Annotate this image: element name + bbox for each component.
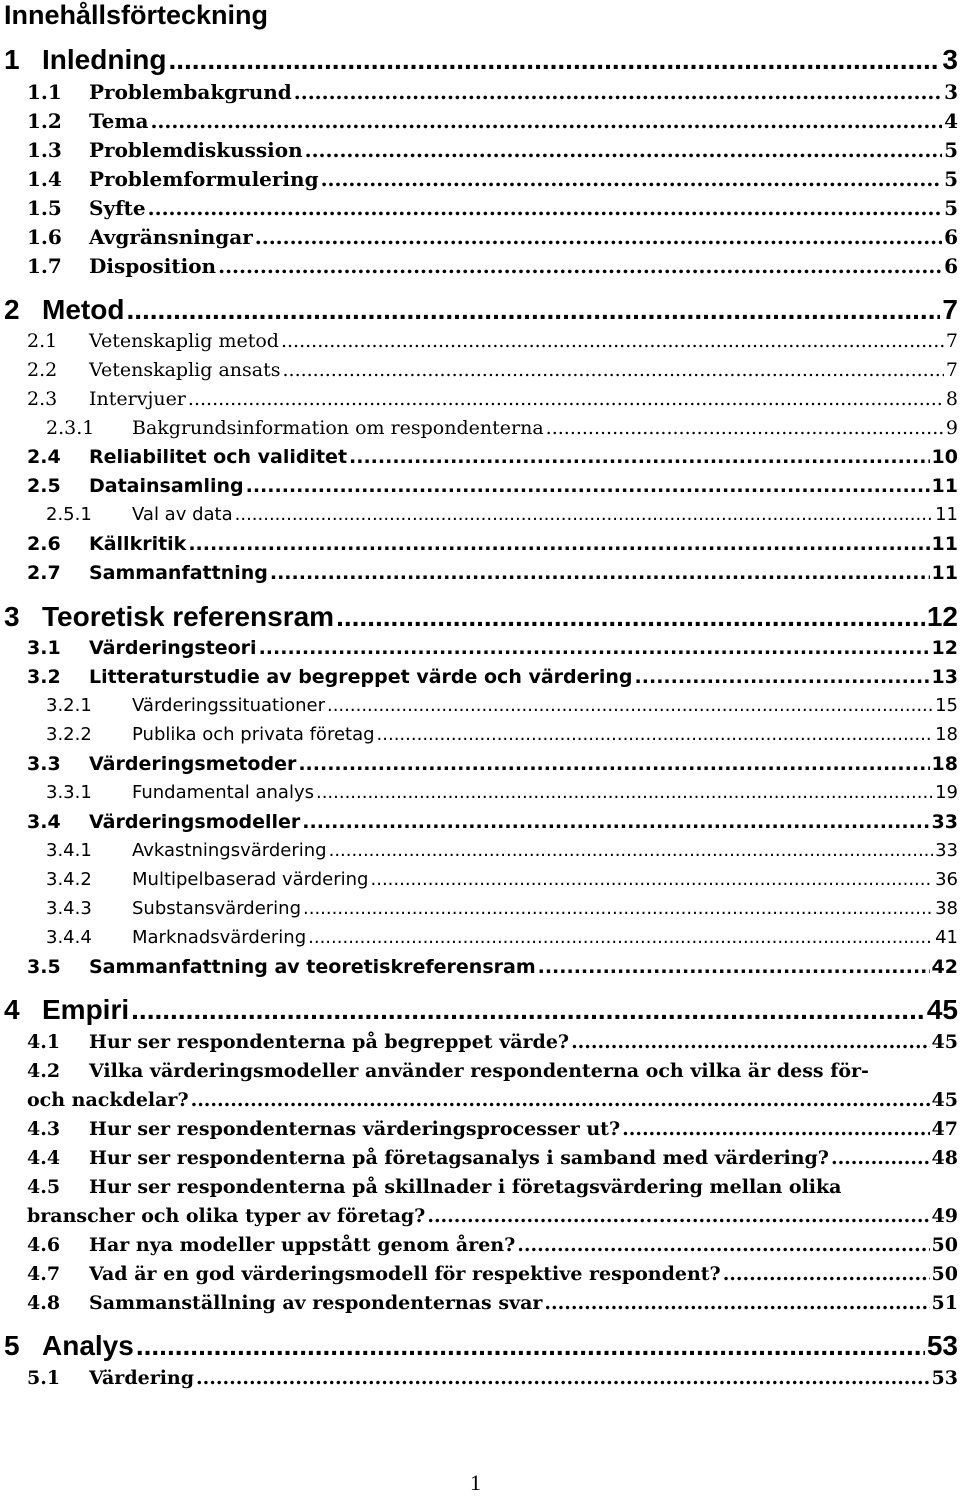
dot-leader (150, 109, 942, 133)
toc-entry-title: Empiri (42, 994, 130, 1025)
toc-entry-title: Reliabilitet och validitet (89, 446, 348, 468)
toc-entry-number: 2.5.1 (46, 504, 92, 525)
toc-entry-title: Substansvärdering (132, 898, 302, 919)
toc-entry-number: 2.2 (27, 359, 58, 381)
toc-entry-number: 5 (4, 1330, 20, 1361)
dot-leader (246, 475, 930, 497)
dot-leader (371, 869, 934, 890)
dot-leader (298, 753, 929, 775)
toc-entry-number: 3.4.3 (46, 898, 92, 919)
toc-entry-title: Har nya modeller uppstått genom åren? (89, 1234, 516, 1256)
toc-entry-3-5[interactable] (27, 956, 958, 978)
toc-entry-page: 45 (926, 994, 958, 1025)
toc-entry-title: Multipelbaserad värdering (132, 869, 369, 890)
dot-leader (427, 1205, 929, 1227)
toc-entry-3-3-1[interactable] (46, 782, 958, 803)
toc-entry-4-2-continuation[interactable] (27, 1089, 958, 1111)
toc-entry-page: 18 (931, 753, 958, 775)
toc-entry-title-continuation: och nackdelar? (27, 1089, 189, 1111)
toc-entry-title: Litteraturstudie av begreppet värde och värdering (89, 666, 633, 688)
toc-chapter-5[interactable] (4, 1330, 958, 1362)
toc-entry-page: 45 (931, 1089, 958, 1111)
toc-entry-page: 11 (935, 504, 958, 525)
page-number: 1 (470, 1470, 481, 1495)
toc-entry-title: Hur ser respondenterna på företagsanalys i samband med värdering? (89, 1147, 829, 1169)
toc-entry-title: Värdering (89, 1367, 195, 1389)
dot-leader (255, 225, 942, 249)
toc-chapter-3[interactable] (4, 601, 958, 633)
toc-entry-title: Värderingsmodeller (89, 811, 301, 833)
toc-entry-title: Teoretisk referensram (42, 601, 335, 632)
toc-entry-1-5[interactable] (27, 196, 958, 220)
dot-leader (281, 330, 944, 352)
toc-entry-title: Publika och privata företag (132, 724, 375, 745)
dot-leader (544, 1292, 929, 1314)
toc-heading: Innehållsförteckning (4, 0, 269, 30)
dot-leader (126, 294, 940, 326)
toc-entry-title: Källkritik (89, 533, 187, 555)
dot-leader (327, 695, 933, 716)
toc-entry-page: 8 (945, 388, 958, 410)
dot-leader (723, 1263, 930, 1285)
toc-entry-page: 47 (931, 1118, 958, 1140)
dot-leader (270, 562, 930, 584)
toc-entry-1-3[interactable] (27, 138, 958, 162)
toc-entry-page: 5 (944, 196, 958, 220)
toc-entry-page: 5 (944, 167, 958, 191)
toc-entry-page: 53 (926, 1330, 958, 1361)
toc-entry-page: 38 (935, 898, 958, 919)
toc-entry-4-5-continuation[interactable] (27, 1205, 958, 1227)
toc-entry-title: Syfte (89, 196, 146, 220)
dot-leader (336, 601, 925, 633)
toc-entry-title: Problemdiskussion (89, 138, 303, 162)
toc-entry-number: 4.7 (27, 1263, 61, 1285)
toc-entry-title: Vetenskaplig metod (89, 330, 279, 352)
toc-entry-title: Datainsamling (89, 475, 244, 497)
dot-leader (316, 782, 933, 803)
toc-entry-page: 42 (931, 956, 958, 978)
toc-entry-number: 2.5 (27, 475, 61, 497)
toc-entry-title: Värderingsteori (89, 637, 257, 659)
toc-entry-3-4-4[interactable] (46, 927, 958, 948)
toc-entry-number: 4.3 (27, 1118, 61, 1140)
toc-entry-number: 1.4 (27, 167, 62, 191)
toc-entry-4-1[interactable] (27, 1031, 958, 1053)
toc-entry-page: 4 (944, 109, 958, 133)
toc-entry-page: 9 (945, 417, 958, 439)
dot-leader (546, 417, 944, 439)
toc-entry-title: Sammanfattning av teoretiskreferensram (89, 956, 536, 978)
toc-entry-page: 6 (944, 254, 958, 278)
toc-entry-number: 3.4.4 (46, 927, 92, 948)
toc-entry-page: 36 (935, 869, 958, 890)
dot-leader (349, 446, 930, 468)
toc-entry-title: Hur ser respondenterna på skillnader i företagsvärdering mellan olika (89, 1176, 842, 1198)
toc-entry-page: 48 (931, 1147, 958, 1169)
toc-entry-number: 3.2 (27, 666, 61, 688)
toc-entry-number: 1.5 (27, 196, 62, 220)
toc-entry-title: Fundamental analys (132, 782, 314, 803)
toc-entry-title: Hur ser respondenternas värderingsprocesser ut? (89, 1118, 621, 1140)
toc-entry-page: 12 (931, 637, 958, 659)
toc-entry-1-1[interactable] (27, 80, 958, 104)
toc-entry-page: 7 (945, 359, 958, 381)
toc-entry-title: Intervjuer (89, 388, 186, 410)
toc-entry-title-continuation: branscher och olika typer av företag? (27, 1205, 426, 1227)
toc-entry-title: Vad är en god värderingsmodell för respektive respondent? (89, 1263, 721, 1285)
toc-entry-3-2-2[interactable] (46, 724, 958, 745)
dot-leader (188, 388, 944, 410)
dot-leader (517, 1234, 929, 1256)
dot-leader (329, 840, 933, 861)
toc-entry-page: 49 (931, 1205, 958, 1227)
dot-leader (282, 359, 943, 381)
toc-entry-number: 4.8 (27, 1292, 61, 1314)
toc-chapter-4[interactable] (4, 994, 958, 1026)
toc-entry-page: 53 (931, 1367, 958, 1389)
dot-leader (191, 1089, 930, 1111)
toc-entry-page: 6 (944, 225, 958, 249)
dot-leader (305, 138, 942, 162)
dot-leader (302, 811, 929, 833)
toc-entry-3-4-1[interactable] (46, 840, 958, 861)
toc-entry-number: 4.4 (27, 1147, 61, 1169)
toc-entry-number: 2.4 (27, 446, 61, 468)
toc-entry-2-6[interactable] (27, 533, 958, 555)
toc-entry-3-2[interactable] (27, 666, 958, 688)
toc-entry-number: 4.2 (27, 1060, 61, 1082)
toc-entry-page: 41 (935, 927, 958, 948)
toc-entry-page: 50 (931, 1234, 958, 1256)
toc-entry-number: 2.1 (27, 330, 58, 352)
dot-leader (218, 254, 942, 278)
toc-entry-title: Tema (89, 109, 149, 133)
toc-entry-number: 3.2.1 (46, 695, 92, 716)
toc-entry-title: Metod (42, 294, 125, 325)
toc-entry-page: 51 (931, 1292, 958, 1314)
toc-entry-page: 11 (931, 533, 958, 555)
dot-leader (831, 1147, 930, 1169)
toc-entry-number: 3 (4, 601, 20, 632)
toc-entry-number: 3.3 (27, 753, 61, 775)
toc-entry-title: Sammanfattning (89, 562, 268, 584)
toc-entry-number: 5.1 (27, 1367, 61, 1389)
dot-leader (321, 167, 943, 191)
toc-entry-title: Bakgrundsinformation om respondenterna (132, 417, 544, 439)
toc-entry-1-7[interactable] (27, 254, 958, 278)
toc-entry-4-5[interactable] (27, 1176, 842, 1198)
dot-leader (235, 504, 933, 525)
toc-entry-page: 3 (944, 80, 958, 104)
toc-entry-page: 33 (931, 811, 958, 833)
toc-entry-4-8[interactable] (27, 1292, 958, 1314)
toc-entry-number: 2.3 (27, 388, 58, 410)
toc-entry-title: Analys (42, 1330, 134, 1361)
dot-leader (303, 898, 933, 919)
toc-entry-2-2[interactable] (27, 359, 958, 381)
toc-entry-page: 11 (931, 562, 958, 584)
toc-entry-page: 12 (926, 601, 958, 632)
toc-entry-title: Avgränsningar (89, 225, 253, 249)
toc-entry-3-4-3[interactable] (46, 898, 958, 919)
toc-entry-number: 3.3.1 (46, 782, 92, 803)
toc-entry-page: 50 (931, 1263, 958, 1285)
toc-entry-page: 5 (944, 138, 958, 162)
toc-entry-title: Problemformulering (89, 167, 319, 191)
toc-entry-1-6[interactable] (27, 225, 958, 249)
toc-entry-number: 2.3.1 (46, 417, 95, 439)
dot-leader (377, 724, 934, 745)
toc-entry-page: 13 (931, 666, 958, 688)
toc-entry-title: Inledning (42, 44, 167, 75)
toc-entry-3-3[interactable] (27, 753, 958, 775)
dot-leader (168, 44, 940, 76)
toc-entry-number: 1.2 (27, 109, 62, 133)
toc-entry-3-4[interactable] (27, 811, 958, 833)
toc-entry-page: 7 (945, 330, 958, 352)
dot-leader (308, 927, 933, 948)
toc-entry-number: 4.6 (27, 1234, 61, 1256)
toc-entry-page: 19 (935, 782, 958, 803)
toc-entry-number: 3.2.2 (46, 724, 92, 745)
toc-entry-number: 3.4.2 (46, 869, 92, 890)
toc-entry-number: 2.6 (27, 533, 61, 555)
toc-entry-number: 3.5 (27, 956, 61, 978)
toc-entry-4-7[interactable] (27, 1263, 958, 1285)
toc-entry-3-2-1[interactable] (46, 695, 958, 716)
toc-entry-title: Marknadsvärdering (132, 927, 307, 948)
toc-entry-1-4[interactable] (27, 167, 958, 191)
dot-leader (294, 80, 942, 104)
toc-entry-page: 7 (942, 294, 958, 325)
toc-entry-3-1[interactable] (27, 637, 958, 659)
toc-entry-2-3[interactable] (27, 388, 958, 410)
toc-entry-title: Vilka värderingsmodeller använder respondenterna och vilka är dess för- (89, 1060, 869, 1082)
toc-entry-number: 3.4 (27, 811, 61, 833)
toc-entry-page: 3 (942, 44, 958, 75)
toc-entry-title: Värderingssituationer (132, 695, 325, 716)
toc-entry-number: 4.5 (27, 1176, 61, 1198)
toc-entry-page: 33 (935, 840, 958, 861)
toc-entry-2-5[interactable] (27, 475, 958, 497)
toc-entry-2-4[interactable] (27, 446, 958, 468)
toc-entry-number: 1.6 (27, 225, 62, 249)
toc-entry-number: 2 (4, 294, 20, 325)
dot-leader (131, 994, 925, 1026)
toc-entry-page: 11 (931, 475, 958, 497)
dot-leader (538, 956, 930, 978)
toc-entry-number: 2.7 (27, 562, 61, 584)
dot-leader (259, 637, 930, 659)
dot-leader (635, 666, 930, 688)
toc-entry-number: 1.7 (27, 254, 62, 278)
dot-leader (136, 1330, 925, 1362)
toc-entry-number: 1.1 (27, 80, 62, 104)
toc-entry-number: 3.1 (27, 637, 61, 659)
dot-leader (571, 1031, 929, 1053)
toc-entry-4-6[interactable] (27, 1234, 958, 1256)
toc-entry-1-2[interactable] (27, 109, 958, 133)
toc-entry-3-4-2[interactable] (46, 869, 958, 890)
toc-entry-page: 18 (935, 724, 958, 745)
toc-entry-number: 1.3 (27, 138, 62, 162)
toc-entry-title: Disposition (89, 254, 217, 278)
toc-entry-number: 4 (4, 994, 20, 1025)
toc-entry-number: 4.1 (27, 1031, 61, 1053)
toc-entry-title: Värderingsmetoder (89, 753, 297, 775)
toc-entry-title: Problembakgrund (89, 80, 292, 104)
toc-entry-number: 1 (4, 44, 20, 75)
toc-chapter-1[interactable] (4, 44, 958, 76)
toc-entry-page: 15 (935, 695, 958, 716)
toc-entry-title: Avkastningsvärdering (132, 840, 327, 861)
toc-entry-title: Hur ser respondenterna på begreppet värde? (89, 1031, 570, 1053)
toc-entry-page: 45 (931, 1031, 958, 1053)
toc-entry-title: Val av data (132, 504, 233, 525)
toc-entry-2-5-1[interactable] (46, 504, 958, 525)
toc-entry-number: 3.4.1 (46, 840, 92, 861)
toc-entry-4-3[interactable] (27, 1118, 958, 1140)
toc-entry-4-4[interactable] (27, 1147, 958, 1169)
dot-leader (196, 1367, 930, 1389)
dot-leader (622, 1118, 929, 1140)
toc-entry-title: Vetenskaplig ansats (89, 359, 281, 381)
toc-chapter-2[interactable] (4, 294, 958, 326)
toc-entry-title: Sammanställning av respondenternas svar (89, 1292, 543, 1314)
toc-entry-5-1[interactable] (27, 1367, 958, 1389)
toc-entry-2-3-1[interactable] (46, 417, 958, 439)
dot-leader (148, 196, 942, 220)
toc-entry-page: 10 (931, 446, 958, 468)
toc-entry-4-2[interactable] (27, 1060, 869, 1082)
toc-entry-2-1[interactable] (27, 330, 958, 352)
dot-leader (188, 533, 929, 555)
toc-entry-2-7[interactable] (27, 562, 958, 584)
